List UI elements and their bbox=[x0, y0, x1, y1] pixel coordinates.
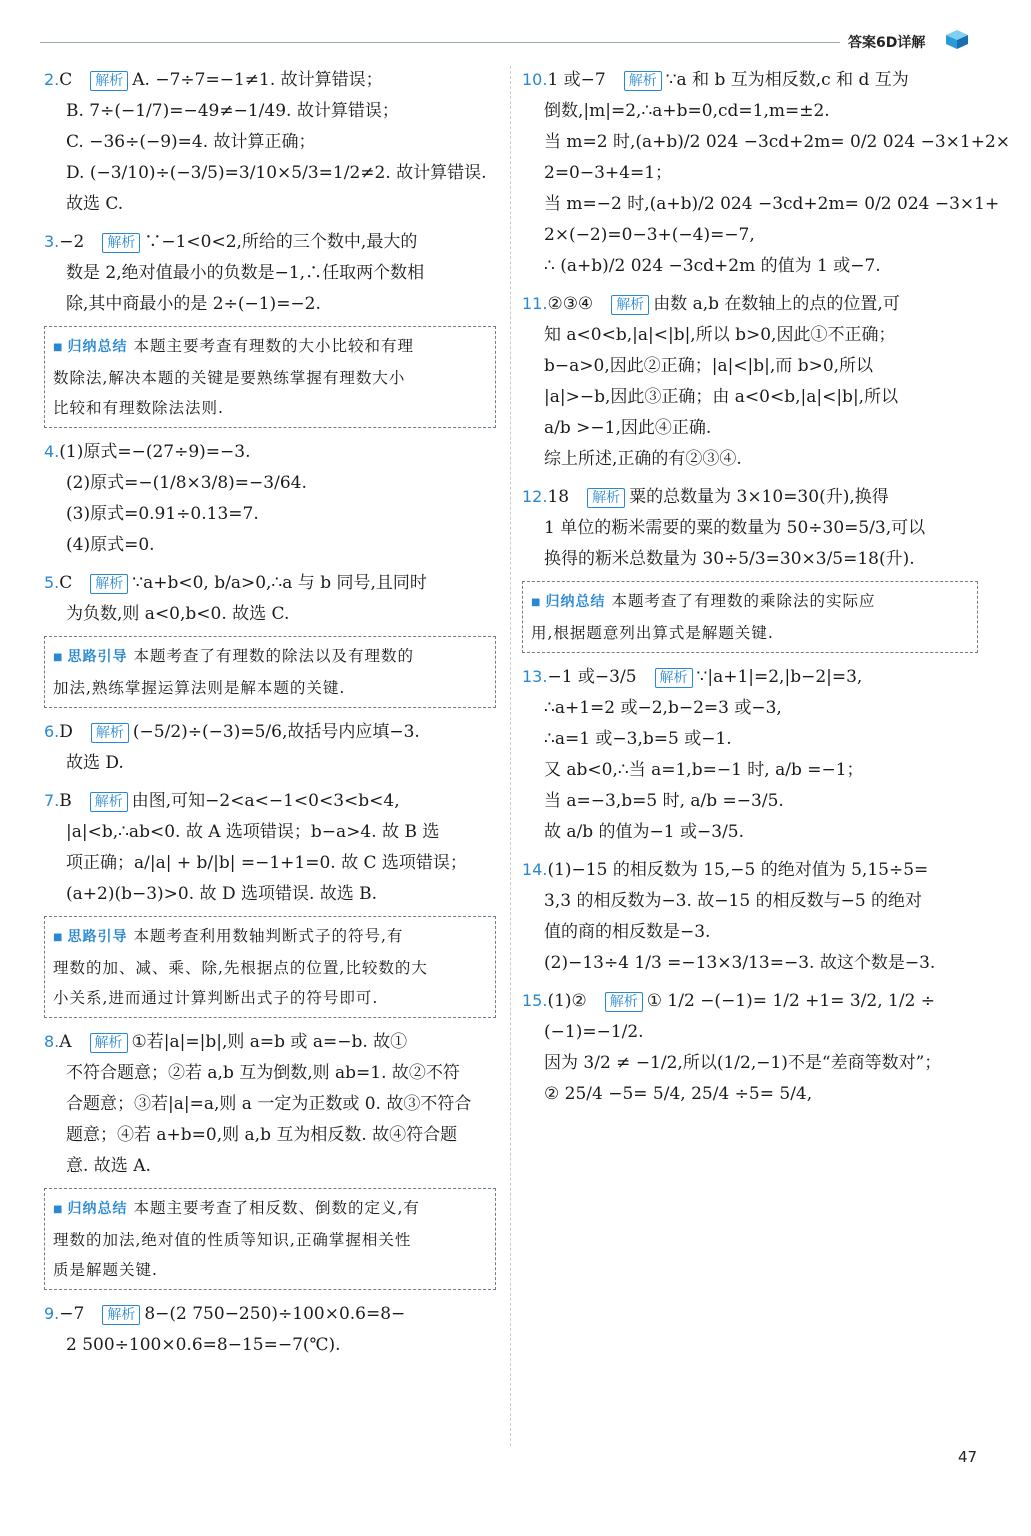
answer-text: ∴a=1 或−3,b=5 或−1. bbox=[544, 729, 732, 749]
answer-line bbox=[44, 599, 496, 630]
answer-text: (−1)=−1/2. bbox=[544, 1022, 644, 1042]
header-title: 答案6D详解 bbox=[848, 35, 926, 51]
answer-text: 意. 故选 A. bbox=[66, 1156, 151, 1176]
answer-line bbox=[522, 1017, 978, 1048]
answer-line bbox=[522, 96, 978, 127]
answer-text: 故选 D. bbox=[66, 753, 124, 773]
answer-line bbox=[522, 220, 978, 251]
answer-value: B bbox=[59, 791, 72, 811]
answer-line bbox=[44, 64, 496, 96]
answer-text: 当 m=2 时,(a+b)/2 024 −3cd+2m= 0/2 024 −3×1+2× bbox=[544, 132, 1011, 152]
answer-item bbox=[44, 436, 496, 561]
answer-text: 合题意；③若|a|=a,则 a 一定为正数或 0. 故③不符合 bbox=[66, 1094, 472, 1114]
summary-box-line: 本题考查了有理数的乘除法的实际应 bbox=[611, 592, 876, 610]
answer-text: 倒数,|m|=2,∴a+b=0,cd=1,m=±2. bbox=[544, 101, 830, 121]
answer-text: B. 7÷(−1/7)=−49≠−1/49. 故计算错误； bbox=[66, 101, 399, 121]
answer-text: 为负数,则 a<0,b<0. 故选 C. bbox=[66, 604, 290, 624]
summary-box-line: 小关系,进而通过计算判断出式子的符号即可. bbox=[53, 989, 379, 1007]
question-number: 7. bbox=[44, 791, 60, 810]
answer-value: D bbox=[59, 722, 73, 742]
answer-text: C. −36÷(−9)=4. 故计算正确； bbox=[66, 132, 316, 152]
answer-line bbox=[44, 716, 496, 748]
answer-value: ②③④ bbox=[547, 294, 594, 314]
summary-box bbox=[522, 581, 978, 653]
right-column bbox=[522, 64, 1011, 1116]
summary-box-tag: ■ 归纳总结 bbox=[53, 1201, 127, 1217]
summary-box-line: 质是解题关键. bbox=[53, 1261, 158, 1279]
answer-line bbox=[522, 544, 978, 575]
answer-line bbox=[522, 481, 978, 513]
answer-text: 由数 a,b 在数轴上的点的位置,可 bbox=[653, 294, 900, 314]
answer-text: 8−(2 750−250)÷100×0.6=8− bbox=[144, 1304, 406, 1324]
summary-box-tag: ■ 思路引导 bbox=[53, 649, 127, 665]
summary-box-line: 加法,熟练掌握运算法则是解本题的关键. bbox=[53, 679, 346, 697]
answer-item bbox=[522, 64, 1011, 282]
analysis-tag: 解析 bbox=[587, 488, 625, 508]
summary-box bbox=[44, 1188, 496, 1290]
summary-box-line: 本题考查利用数轴判断式子的符号,有 bbox=[133, 927, 404, 945]
answer-text: (4)原式=0. bbox=[66, 535, 155, 555]
answer-line bbox=[44, 468, 496, 499]
answer-text: 当 m=−2 时,(a+b)/2 024 −3cd+2m= 0/2 024 −3×1+ bbox=[544, 194, 1000, 214]
answer-text: 项正确；a/|a| + b/|b| =−1+1=0. 故 C 选项错误； bbox=[66, 853, 467, 873]
answer-text: 不符合题意；②若 a,b 互为倒数,则 ab=1. 故②不符 bbox=[66, 1063, 460, 1083]
question-number: 4. bbox=[44, 442, 60, 461]
summary-box-tag: ■ 归纳总结 bbox=[531, 594, 605, 610]
summary-box-line: 本题主要考查了相反数、倒数的定义,有 bbox=[133, 1199, 420, 1217]
answer-text: ∵−1<0<2,所给的三个数中,最大的 bbox=[144, 232, 418, 252]
analysis-tag: 解析 bbox=[624, 71, 662, 91]
answer-text: ①若|a|=|b|,则 a=b 或 a=−b. 故① bbox=[131, 1032, 408, 1052]
answer-line bbox=[44, 848, 496, 879]
answer-text: |a|>−b,因此③正确；由 a<0<b,|a|<|b|,所以 bbox=[544, 387, 899, 407]
summary-box-line: 理数的加、减、乘、除,先根据点的位置,比较数的大 bbox=[53, 959, 428, 977]
answer-line bbox=[44, 1330, 496, 1361]
answer-line bbox=[44, 567, 496, 599]
answer-line bbox=[522, 854, 978, 886]
analysis-tag: 解析 bbox=[91, 723, 129, 743]
summary-box-line: 理数的加法,绝对值的性质等知识,正确掌握相关性 bbox=[53, 1231, 412, 1249]
answer-line bbox=[522, 985, 978, 1017]
answer-line bbox=[522, 786, 978, 817]
answer-item bbox=[44, 64, 496, 220]
answer-text: b−a>0,因此②正确；|a|<|b|,而 b>0,所以 bbox=[544, 356, 874, 376]
summary-box-line: 数除法,解决本题的关键是要熟练掌握有理数大小 bbox=[53, 369, 406, 387]
answer-line bbox=[44, 530, 496, 561]
page-number: 47 bbox=[958, 1448, 978, 1466]
answer-item bbox=[44, 1298, 496, 1361]
answer-text: 又 ab<0,∴当 a=1,b=−1 时, a/b =−1； bbox=[544, 760, 864, 780]
answer-text: ∵a+b<0, b/a>0,∴a 与 b 同号,且同时 bbox=[132, 573, 427, 593]
question-number: 14. bbox=[522, 860, 548, 879]
answer-value: −2 bbox=[59, 232, 85, 252]
answer-text: (1)−15 的相反数为 15,−5 的绝对值为 5,15÷5= bbox=[547, 860, 929, 880]
answer-text: (1)原式=−(27÷9)=−3. bbox=[59, 442, 251, 462]
answer-line bbox=[44, 748, 496, 779]
answer-item bbox=[44, 1026, 496, 1182]
answer-text: 2 500÷100×0.6=8−15=−7(℃). bbox=[66, 1335, 341, 1355]
answer-line bbox=[522, 948, 978, 979]
analysis-tag: 解析 bbox=[102, 233, 140, 253]
answer-text: 故选 C. bbox=[66, 194, 124, 214]
answer-line bbox=[522, 444, 978, 475]
answer-line bbox=[44, 1120, 496, 1151]
analysis-tag: 解析 bbox=[605, 992, 643, 1012]
answer-item bbox=[44, 226, 496, 320]
answer-text: ① 1/2 −(−1)= 1/2 +1= 3/2, 1/2 ÷ bbox=[646, 991, 936, 1011]
answer-value: 1 或−7 bbox=[547, 70, 606, 90]
answer-line bbox=[44, 189, 496, 220]
answer-item bbox=[522, 288, 978, 475]
answer-line bbox=[522, 724, 978, 755]
answer-item bbox=[44, 716, 496, 779]
question-number: 5. bbox=[44, 573, 60, 592]
answer-line bbox=[44, 289, 496, 320]
summary-box-tag: ■ 思路引导 bbox=[53, 929, 127, 945]
summary-box-line: 用,根据题意列出算式是解题关键. bbox=[531, 624, 774, 642]
answer-line bbox=[522, 288, 978, 320]
answer-text: 换得的粝米总数量为 30÷5/3=30×3/5=18(升). bbox=[544, 549, 915, 569]
analysis-tag: 解析 bbox=[102, 1305, 140, 1325]
summary-box bbox=[44, 916, 496, 1018]
answer-text: 综上所述,正确的有②③④. bbox=[544, 449, 742, 469]
answer-line bbox=[44, 158, 496, 189]
question-number: 11. bbox=[522, 294, 548, 313]
answer-line bbox=[522, 917, 978, 948]
answer-line bbox=[522, 251, 978, 282]
answer-text: 2×(−2)=0−3+(−4)=−7, bbox=[544, 225, 755, 245]
answer-text: D. (−3/10)÷(−3/5)=3/10×5/3=1/2≠2. 故计算错误. bbox=[66, 163, 487, 183]
answer-line bbox=[522, 189, 1000, 220]
answer-line bbox=[44, 436, 496, 468]
answer-value: −1 或−3/5 bbox=[547, 667, 637, 687]
answer-item bbox=[44, 785, 496, 910]
summary-box-line: 本题主要考查有理数的大小比较和有理 bbox=[133, 337, 414, 355]
answer-line bbox=[522, 320, 978, 351]
answer-text: 除,其中商最小的是 2÷(−1)=−2. bbox=[66, 294, 321, 314]
analysis-tag: 解析 bbox=[90, 1033, 128, 1053]
answer-text: 3,3 的相反数为−3. 故−15 的相反数与−5 的绝对 bbox=[544, 891, 923, 911]
analysis-tag: 解析 bbox=[90, 792, 128, 812]
answer-text: ∵a 和 b 互为相反数,c 和 d 互为 bbox=[665, 70, 909, 90]
answer-line bbox=[522, 351, 978, 382]
question-number: 6. bbox=[44, 722, 60, 741]
answer-item bbox=[522, 985, 978, 1110]
answer-text: 故 a/b 的值为−1 或−3/5. bbox=[544, 822, 745, 842]
header-rule bbox=[40, 42, 840, 43]
answer-value: 18 bbox=[547, 487, 570, 507]
summary-box bbox=[44, 326, 496, 428]
answer-text: 粟的总数量为 3×10=30(升),换得 bbox=[629, 487, 889, 507]
answer-line bbox=[522, 64, 978, 96]
answer-line bbox=[522, 693, 978, 724]
answer-text: (2)原式=−(1/8×3/8)=−3/64. bbox=[66, 473, 307, 493]
question-number: 12. bbox=[522, 487, 548, 506]
answer-text: 题意；④若 a+b=0,则 a,b 互为相反数. 故④符合题 bbox=[66, 1125, 458, 1145]
answer-line bbox=[44, 258, 496, 289]
answer-line bbox=[522, 661, 978, 693]
answer-item bbox=[44, 567, 496, 630]
answer-value: A bbox=[59, 1032, 72, 1052]
answer-text: ∴a+1=2 或−2,b−2=3 或−3, bbox=[544, 698, 782, 718]
answer-line bbox=[522, 886, 978, 917]
answer-text: (2)−13÷4 1/3 =−13×3/13=−3. 故这个数是−3. bbox=[544, 953, 936, 973]
answer-line bbox=[44, 1026, 496, 1058]
answer-value: (1)② bbox=[547, 991, 587, 1011]
answer-line bbox=[522, 513, 978, 544]
answer-text: ∵|a+1|=2,|b−2|=3, bbox=[696, 667, 863, 687]
answer-line bbox=[522, 817, 978, 848]
answer-text: 数是 2,绝对值最小的负数是−1,∴任取两个数相 bbox=[66, 263, 425, 283]
answer-line bbox=[44, 879, 496, 910]
answer-text: a/b >−1,因此④正确. bbox=[544, 418, 712, 438]
answer-line bbox=[44, 1058, 496, 1089]
answer-text: (a+2)(b−3)>0. 故 D 选项错误. 故选 B. bbox=[66, 884, 378, 904]
question-number: 13. bbox=[522, 667, 548, 686]
answer-value: −7 bbox=[59, 1304, 85, 1324]
answer-line bbox=[522, 127, 1011, 158]
answer-text: 当 a=−3,b=5 时, a/b =−3/5. bbox=[544, 791, 784, 811]
question-number: 9. bbox=[44, 1304, 60, 1323]
analysis-tag: 解析 bbox=[655, 668, 693, 688]
answer-text: 1 单位的粝米需要的粟的数量为 50÷30=5/3,可以 bbox=[544, 518, 926, 538]
answer-line bbox=[44, 1089, 496, 1120]
summary-box-line: 本题考查了有理数的除法以及有理数的 bbox=[133, 647, 414, 665]
answer-value: C bbox=[59, 70, 73, 90]
answer-line bbox=[44, 785, 496, 817]
analysis-tag: 解析 bbox=[611, 295, 649, 315]
question-number: 8. bbox=[44, 1032, 60, 1051]
answer-line bbox=[44, 127, 496, 158]
answer-text: A. −7÷7=−1≠1. 故计算错误； bbox=[132, 70, 383, 90]
answer-text: |a|<b,∴ab<0. 故 A 选项错误；b−a>4. 故 B 选 bbox=[66, 822, 440, 842]
answer-text: ② 25/4 −5= 5/4, 25/4 ÷5= 5/4, bbox=[544, 1084, 813, 1104]
answer-text: 因为 3/2 ≠ −1/2,所以(1/2,−1)不是“差商等数对”； bbox=[544, 1053, 942, 1073]
page-header bbox=[0, 0, 1031, 60]
summary-box-tag: ■ 归纳总结 bbox=[53, 339, 127, 355]
answer-text: (−5/2)÷(−3)=5/6,故括号内应填−3. bbox=[132, 722, 420, 742]
answer-line bbox=[44, 1151, 496, 1182]
answer-text: 知 a<0<b,|a|<|b|,所以 b>0,因此①不正确； bbox=[544, 325, 896, 345]
answer-line bbox=[522, 382, 978, 413]
answer-item bbox=[522, 854, 978, 979]
answer-text: ∴ (a+b)/2 024 −3cd+2m 的值为 1 或−7. bbox=[544, 256, 881, 276]
question-number: 15. bbox=[522, 991, 548, 1010]
answer-line bbox=[44, 96, 496, 127]
answer-line bbox=[44, 499, 496, 530]
answer-line bbox=[522, 755, 978, 786]
answer-line bbox=[522, 1079, 978, 1110]
answer-text: (3)原式=0.91÷0.13=7. bbox=[66, 504, 259, 524]
question-number: 2. bbox=[44, 70, 60, 89]
cube-icon bbox=[944, 28, 970, 50]
answer-line bbox=[522, 413, 978, 444]
column-divider bbox=[510, 66, 511, 1446]
answer-text: 由图,可知−2<a<−1<0<3<b<4, bbox=[131, 791, 400, 811]
summary-box bbox=[44, 636, 496, 708]
analysis-tag: 解析 bbox=[90, 574, 128, 594]
analysis-tag: 解析 bbox=[90, 71, 128, 91]
question-number: 3. bbox=[44, 232, 60, 251]
answer-line bbox=[44, 817, 496, 848]
answer-line bbox=[522, 1048, 978, 1079]
summary-box-line: 比较和有理数除法法则. bbox=[53, 399, 224, 417]
answer-value: C bbox=[59, 573, 73, 593]
answer-line bbox=[44, 1298, 496, 1330]
answer-text: 值的商的相反数是−3. bbox=[544, 922, 711, 942]
answer-item bbox=[522, 661, 978, 848]
left-column bbox=[44, 64, 496, 1367]
answer-line bbox=[522, 158, 978, 189]
answer-line bbox=[44, 226, 496, 258]
answer-text: 2=0−3+4=1； bbox=[544, 163, 673, 183]
answer-item bbox=[522, 481, 978, 575]
question-number: 10. bbox=[522, 70, 548, 89]
